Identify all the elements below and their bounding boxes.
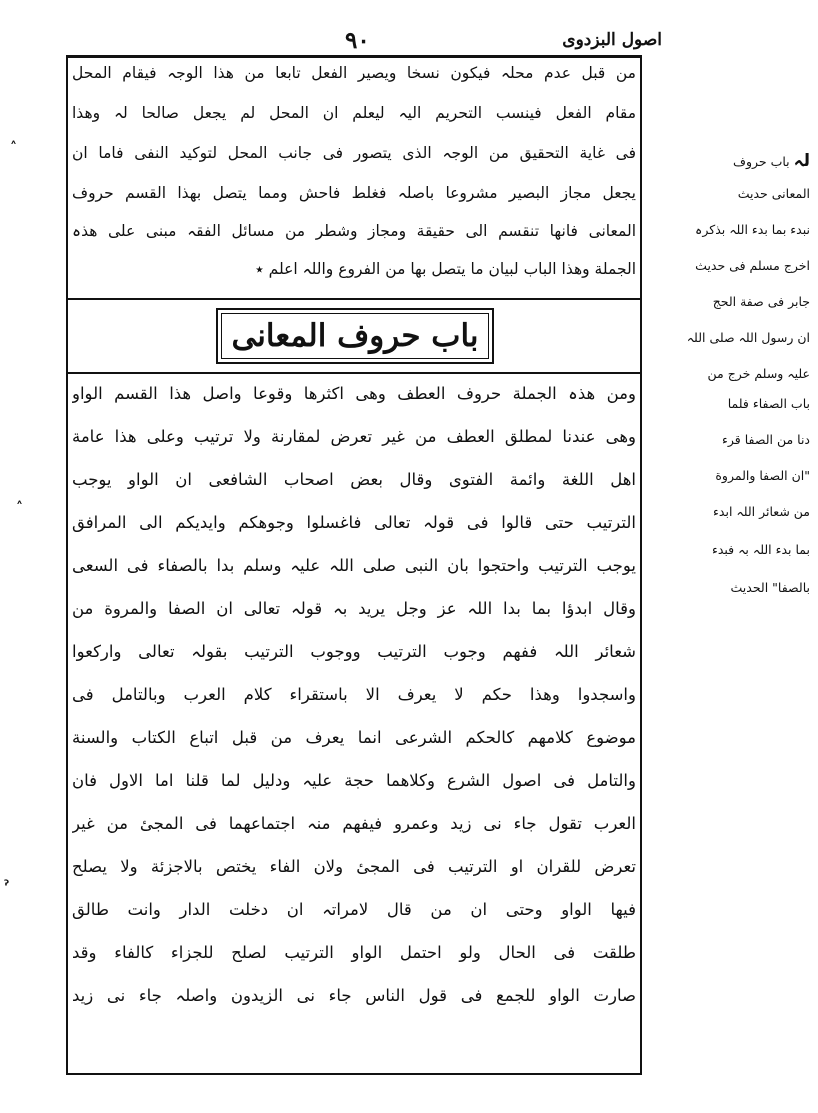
chapter-heading: باب حروف المعانی: [231, 318, 479, 354]
text-line: والتامل فی اصول الشرع وکلاھما حجة علیہ ودلیل لما قلنا اما الاول فان: [72, 771, 636, 790]
separator-rule-upper: [66, 298, 642, 300]
page-number: ٩٠: [345, 27, 370, 54]
margin-line: اخرج مسلم فی حدیث: [695, 258, 810, 273]
margin-line: "ان الصفا والمروة: [715, 468, 810, 483]
text-line: وھی عندنا لمطلق العطف من غیر تعرض لمقارنة ولا ترتیب وعلی ھذا عامة: [72, 427, 636, 446]
footnote-marker: لہ: [793, 151, 810, 171]
text-line: فی غایة التحقیق من الوجہ الذی یتصور فی جانب المحل لتوکید النفی فاما ان: [72, 144, 636, 162]
margin-line: دنا من الصفا قرء: [722, 432, 810, 447]
text-line: یوجب الترتیب واحتجوا بان النبی صلی اللہ علیہ وسلم بدا بالصفاء فی السعی: [72, 556, 636, 575]
separator-rule-lower: [66, 372, 642, 374]
margin-line: نبدء بما بدء اللہ بذکرہ: [695, 222, 810, 237]
text-line: طلقت فی الحال ولو احتمل الواو الترتیب لصلح للجزاء کالفاء وقد: [72, 943, 636, 962]
margin-line: جابر فی صفة الحج: [712, 294, 810, 309]
text-line: العرب تقول جاء نی زید وعمرو فیفھم منہ اجتماعھما فی المجیٔ من غیر: [72, 814, 636, 833]
margin-line: بما بدء اللہ بہ فبدء: [711, 542, 810, 557]
margin-line: علیہ وسلم خرج من: [707, 366, 810, 381]
text-line: موضوع کلامھم کالحکم الشرعی انما یعرف من قبل اتباع الکتاب والسنة: [72, 728, 636, 747]
margin-line: باب الصفاء فلما: [727, 396, 810, 411]
text-line: ومن ھذہ الجملة حروف العطف وھی اکثرھا وقوعا واصل ھذا القسم الواو: [72, 384, 636, 403]
continuation-paragraph: [72, 58, 636, 298]
scan-speck: ˄: [10, 140, 17, 156]
margin-footnote: [650, 150, 810, 610]
text-line: مقام الفعل فینسب التحریم الیہ لیعلم ان المحل لم یجعل صالحا لہ وھذا: [72, 104, 636, 122]
text-line: من قبل عدم محلہ فیکون نسخا ویصیر الفعل تابعا من ھذا الوجہ فیقام المحل: [72, 64, 636, 82]
text-line: فیھا الواو وحتی ان من قال لامراتہ ان دخلت الدار وانت طالق: [72, 900, 636, 919]
chapter-heading-box: [216, 308, 494, 364]
margin-line: المعانی حدیث: [737, 186, 810, 201]
margin-line: من شعائر اللہ ابدء: [713, 504, 810, 519]
text-line: وقال ابدؤا بما بدا اللہ عز وجل یرید بہ قولہ تعالی ان الصفا والمروة من: [72, 599, 636, 618]
text-line: شعائر اللہ ففھم وجوب الترتیب ووجوب الترتیب بقولہ تعالی وارکعوا: [72, 642, 636, 661]
text-line: صارت الواو للجمع فی قول الناس جاء نی الزیدون واصلہ جاء نی زید: [72, 986, 636, 1005]
text-line: الجملة وھذا الباب لبیان ما یتصل بھا من الفروع واللہ اعلم ٭: [255, 260, 636, 278]
chapter-body: [72, 376, 636, 1076]
scan-speck: ˄: [16, 500, 23, 516]
margin-line: لہ باب حروف: [733, 151, 810, 171]
text-line: یجعل مجاز البصیر مشروعا باصلہ فغلط فاحش ومما یتصل بھذا القسم حروف: [72, 184, 636, 202]
text-line: تعرض للقران او الترتیب فی المجیٔ ولان الفاء یختص بالاجزئة ولا یصلح: [72, 857, 636, 876]
text-line: المعانی فانھا تنقسم الی حقیقة ومجاز وشطر من مسائل الفقہ مبنی علی ھذہ: [72, 222, 636, 240]
running-header-title: اصول البزدوی: [562, 30, 662, 50]
text-line: اھل اللغة وائمة الفتوی وقال بعض اصحاب الشافعی ان الواو یوجب: [72, 470, 636, 489]
margin-line: بالصفا" الحدیث: [730, 580, 810, 595]
scan-speck: ˀ: [4, 878, 9, 894]
text-line: الترتیب حتی قالوا فی قولہ تعالی فاغسلوا وجوھکم وایدیکم الی المرافق: [72, 513, 636, 532]
text-line: واسجدوا وھذا حکم لا یعرف الا باستقراء کلام العرب وبالتامل فی: [72, 685, 636, 704]
margin-line: ان رسول اللہ صلی اللہ: [686, 330, 810, 345]
